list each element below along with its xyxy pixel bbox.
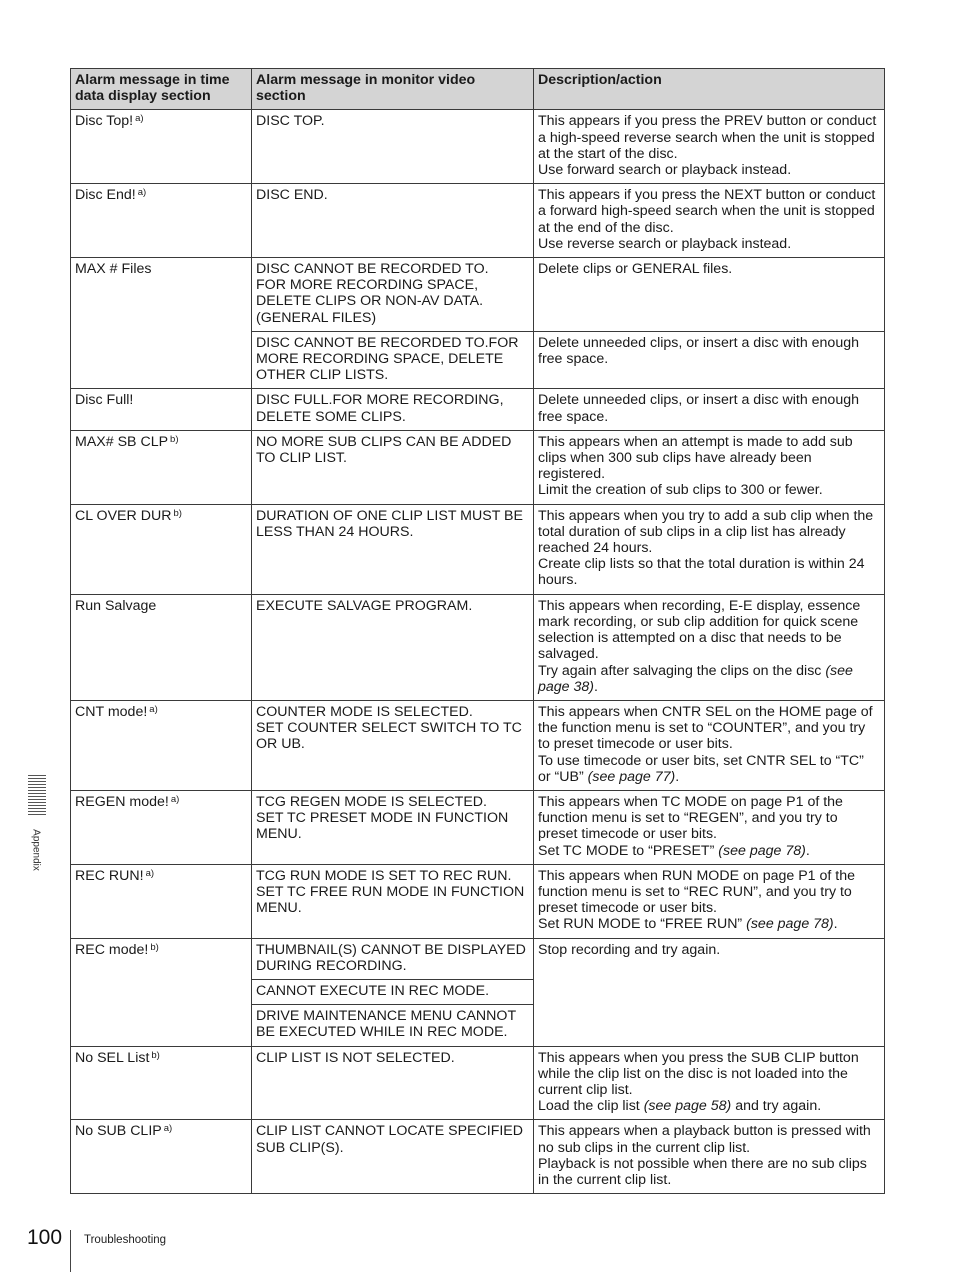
monitor-message-line: EXECUTE SALVAGE PROGRAM. [256, 597, 473, 614]
header-time-data-alarm: Alarm message in time data display section [71, 69, 252, 110]
action-text: Load the clip list [538, 1098, 644, 1115]
monitor-message-line: CANNOT EXECUTE IN REC MODE. [256, 982, 490, 999]
description-cell [534, 1046, 885, 1120]
table-row [71, 430, 885, 504]
monitor-message-line: SET TC FREE RUN MODE IN FUNCTION MENU. [256, 883, 525, 917]
action-text: Try again after salvaging the clips on the disc [538, 662, 826, 679]
table-row [71, 1120, 885, 1194]
alarm-time-data-cell [71, 430, 252, 504]
page-reference: (see page 58) [643, 1098, 732, 1115]
footnote-marker: a) [149, 703, 158, 715]
alarm-message-table [70, 68, 885, 1194]
table-row [71, 184, 885, 258]
monitor-message-line: DELETE CLIPS OR NON-AV DATA. [256, 293, 484, 310]
monitor-message-line: CLIP LIST CANNOT LOCATE SPECIFIED SUB CLIP(S). [256, 1123, 524, 1156]
description-line: Delete unneeded clips, or insert a disc with enough free space. [538, 334, 859, 368]
monitor-message-line: COUNTER MODE IS SELECTED. [256, 703, 473, 720]
alarm-monitor-cell [252, 184, 534, 258]
alarm-monitor-cell [252, 1120, 534, 1194]
description-line: Playback is not possible when there are no sub clips in the current clip list. [538, 1155, 867, 1188]
page-reference: (see page 38) [538, 662, 853, 695]
description-line: Use reverse search or playback instead. [538, 235, 792, 252]
alarm-time-data-cell [71, 389, 252, 430]
monitor-message-line: DURATION OF ONE CLIP LIST MUST BE LESS THAN 24 HOURS. [256, 507, 523, 540]
alarm-time-data-cell [71, 184, 252, 258]
table-row [71, 389, 885, 430]
header-description-action: Description/action [534, 69, 885, 110]
footnote-marker: a) [137, 187, 147, 199]
page-number: 100 [27, 1226, 63, 1249]
page-reference: (see page 77) [587, 768, 676, 785]
monitor-message-line: DISC END. [256, 187, 328, 204]
alarm-monitor-cell [252, 389, 534, 430]
alarm-message: REC mode! [75, 941, 149, 958]
alarm-monitor-cell [252, 790, 534, 864]
table-body [71, 110, 885, 1194]
alarm-monitor-cell [252, 110, 534, 184]
section-tab-label: Appendix [30, 829, 42, 871]
description-action-line [538, 753, 879, 785]
alarm-message: Disc Top! [75, 113, 134, 130]
description-line: This appears when you try to add a sub clip when the total duration of sub clips in a clip list has already reached 24 hours. [538, 507, 874, 557]
table-row [71, 110, 885, 184]
table-row [71, 938, 885, 979]
page-reference: (see page 78) [746, 916, 834, 933]
monitor-message-line: DRIVE MAINTENANCE MENU CANNOT BE EXECUTED WHILE IN REC MODE. [256, 1008, 516, 1041]
description-line: This appears if you press the NEXT button or conduct a forward high-speed search when the unit is stopped at the end of the disc. [538, 187, 876, 236]
footnote-marker: b) [151, 1049, 160, 1061]
alarm-time-data-cell [71, 504, 252, 594]
description-cell [534, 594, 885, 700]
table-row [71, 1046, 885, 1120]
description-cell [534, 184, 885, 258]
footnote-marker: b) [150, 941, 159, 953]
description-cell [534, 504, 885, 594]
description-action-line [538, 663, 879, 695]
description-line: This appears when CNTR SEL on the HOME page of the function menu is set to “COUNTER”, and you try to preset timecode or user bits. [538, 703, 873, 753]
monitor-message-line: FOR MORE RECORDING SPACE, [256, 277, 479, 294]
action-text: Set TC MODE to “PRESET” [538, 842, 719, 859]
description-cell [534, 430, 885, 504]
description-line: Delete unneeded clips, or insert a disc with enough free space. [538, 392, 859, 425]
footnote-marker: a) [170, 793, 180, 805]
description-line: This appears when TC MODE on page P1 of the function menu is set to “REGEN”, and you try to preset timecode or user bits. [538, 793, 843, 843]
alarm-time-data-cell [71, 864, 252, 938]
description-cell [534, 700, 885, 790]
table-row [71, 700, 885, 790]
alarm-monitor-cell [252, 864, 534, 938]
description-cell [534, 864, 885, 938]
header-monitor-video-alarm: Alarm message in monitor video section [252, 69, 534, 110]
alarm-message: Disc Full! [75, 392, 134, 409]
alarm-monitor-cell [252, 979, 534, 1004]
monitor-message-line: DISC TOP. [256, 113, 325, 130]
alarm-time-data-cell [71, 790, 252, 864]
monitor-message-line: DISC CANNOT BE RECORDED TO. [256, 261, 489, 278]
alarm-monitor-cell [252, 258, 534, 332]
description-line: Stop recording and try again. [538, 941, 721, 958]
description-cell [534, 389, 885, 430]
page-reference: (see page 78) [718, 842, 806, 859]
alarm-monitor-cell [252, 430, 534, 504]
alarm-message: MAX# SB CLP [75, 433, 169, 450]
alarm-message: No SEL List [75, 1049, 150, 1066]
description-line: This appears when an attempt is made to add sub clips when 300 sub clips have already been registered. [538, 433, 853, 483]
footer-divider [70, 1230, 71, 1272]
description-line: Create clip lists so that the total duration is within 24 hours. [538, 556, 865, 589]
alarm-monitor-cell [252, 1005, 534, 1046]
alarm-time-data-cell [71, 1046, 252, 1120]
description-action-line [538, 916, 879, 932]
description-action-line [538, 843, 879, 859]
table-row [71, 258, 885, 332]
description-cell [534, 938, 885, 1046]
description-line: This appears when you press the SUB CLIP button while the clip list on the disc is not loaded into the current clip list. [538, 1049, 859, 1098]
action-text: Set RUN MODE to “FREE RUN” [538, 916, 747, 933]
action-text-end: . [833, 916, 838, 933]
alarm-monitor-cell [252, 1046, 534, 1120]
alarm-time-data-cell [71, 938, 252, 1046]
action-text-end: . [805, 842, 810, 859]
description-cell [534, 1120, 885, 1194]
description-line: This appears when a playback button is pressed with no sub clips in the current clip list. [538, 1123, 871, 1156]
table-row [71, 504, 885, 594]
alarm-time-data-cell [71, 700, 252, 790]
alarm-message: CNT mode! [75, 703, 148, 720]
description-line: Use forward search or playback instead. [538, 162, 792, 179]
monitor-message-line: THUMBNAIL(S) CANNOT BE DISPLAYED DURING RECORDING. [256, 941, 526, 974]
alarm-message: CL OVER DUR [75, 507, 172, 524]
alarm-message: REGEN mode! [75, 793, 169, 810]
footnote-marker: b) [173, 507, 182, 519]
footnote-marker: a) [135, 113, 144, 125]
alarm-time-data-cell [71, 1120, 252, 1194]
description-line: This appears when RUN MODE on page P1 of the function menu is set to “REC RUN”, and you try to preset timecode or user bits. [538, 867, 856, 917]
footnote-marker: a) [163, 1123, 173, 1135]
action-text-end: . [675, 768, 680, 785]
action-text-end: and try again. [731, 1098, 822, 1115]
description-line: This appears when recording, E-E display, essence mark recording, or sub clip addition for quick scene selection is attempted on a disc that needs to be salvaged. [538, 597, 861, 663]
monitor-message-line: CLIP LIST IS NOT SELECTED. [256, 1049, 455, 1066]
description-cell [534, 331, 885, 389]
description-action-line [538, 1098, 879, 1114]
action-text-end: . [594, 678, 598, 695]
alarm-monitor-cell [252, 938, 534, 979]
table-header-row [71, 69, 885, 110]
footnote-marker: b) [170, 433, 179, 445]
monitor-message-line: SET TC PRESET MODE IN FUNCTION MENU. [256, 810, 509, 843]
alarm-message: Run Salvage [75, 597, 157, 614]
alarm-time-data-cell [71, 594, 252, 700]
alarm-message: MAX # Files [75, 261, 152, 278]
alarm-message: Disc End! [75, 187, 136, 204]
section-tab-marker [28, 775, 46, 815]
monitor-message-line: (GENERAL FILES) [256, 309, 377, 326]
alarm-message: REC RUN! [75, 867, 144, 884]
monitor-message-line: NO MORE SUB CLIPS CAN BE ADDED TO CLIP LIST. [256, 433, 512, 467]
description-line: Limit the creation of sub clips to 300 or fewer. [538, 482, 823, 499]
description-cell [534, 258, 885, 332]
alarm-monitor-cell [252, 504, 534, 594]
monitor-message-line: DISC CANNOT BE RECORDED TO.FOR MORE RECORDING SPACE, DELETE OTHER CLIP LISTS. [256, 334, 519, 384]
description-cell [534, 790, 885, 864]
alarm-time-data-cell [71, 258, 252, 389]
description-cell [534, 110, 885, 184]
table-row [71, 864, 885, 938]
monitor-message-line: SET COUNTER SELECT SWITCH TO TC OR UB. [256, 720, 522, 753]
description-line: Delete clips or GENERAL files. [538, 261, 733, 278]
table-row [71, 594, 885, 700]
alarm-time-data-cell [71, 110, 252, 184]
alarm-monitor-cell [252, 331, 534, 389]
monitor-message-line: DISC FULL.FOR MORE RECORDING, DELETE SOME CLIPS. [256, 392, 504, 425]
alarm-monitor-cell [252, 594, 534, 700]
description-line: This appears if you press the PREV button or conduct a high-speed reverse search when the unit is stopped at the start of the disc. [538, 113, 877, 162]
alarm-message: No SUB CLIP [75, 1123, 162, 1140]
monitor-message-line: TCG REGEN MODE IS SELECTED. [256, 793, 487, 810]
monitor-message-line: TCG RUN MODE IS SET TO REC RUN. [256, 867, 512, 884]
footnote-marker: a) [145, 867, 155, 879]
action-text: To use timecode or user bits, set CNTR SEL to “TC” or “UB” [538, 752, 864, 785]
table-row [71, 790, 885, 864]
footer-section-name: Troubleshooting [84, 1234, 167, 1246]
alarm-monitor-cell [252, 700, 534, 790]
